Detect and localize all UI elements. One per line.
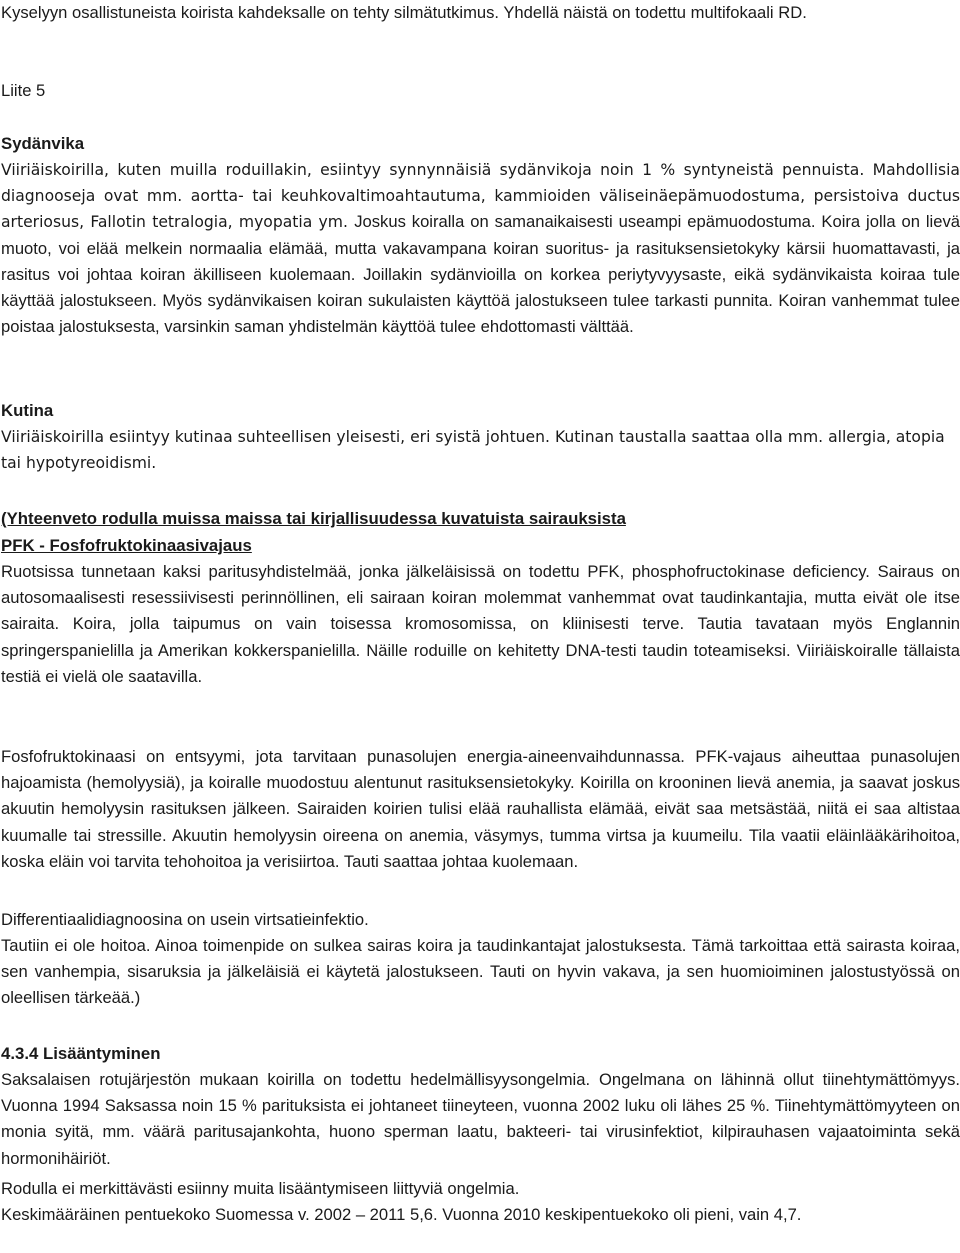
fertility-paragraph-1: Saksalaisen rotujärjestön mukaan koirilla on todettu hedelmällisyysongelmia. Ongelmana on lähinnä ollut tiinehtymättömyys. Vuonna 1994 Saksassa noin 15 % parituksista ei johtaneet tiineyteen, vuonna 2002 luku oli lähes 25 %. Tiinehtymättömyyteen on monia syitä, mm. väärä paritusajankohta, huono sperman laatu, bakteeri- tai virusinfektiot, kilpirauhasen vajaatoiminta sekä hormonihäiriöt. bbox=[1, 1070, 960, 1168]
fertility-heading: 4.3.4 Lisääntyminen bbox=[1, 1044, 161, 1063]
pfk-paragraph-1: Ruotsissa tunnetaan kaksi paritusyhdistelmää, jonka jälkeläisissä on todettu PFK, phosphofructokinase deficiency. Sairaus on autosomaalisesti resessiivisesti perinnöllinen, eli sairaan koiran molemmat vanhemmat ovat taudinkantajia, mutta eivät ole itse sairaita. Koira, jolla taipumus on vain toisessa kromosomissa, on kliinisesti terve. Tautia tavataan myös Englannin springerspanielilla ja Amerikan kokkerspanielilla. Näille roduille on kehitetty DNA-testi taudin toteamiseksi. Viiriäiskoiralle tällaista testiä ei vielä ole saatavilla. bbox=[1, 562, 960, 686]
pfk-paragraph-2: Fosfofruktokinaasi on entsyymi, jota tarvitaan punasolujen energia-aineenvaihdunnassa. PFK-vajaus aiheuttaa punasolujen hajoamista (hemolyysiä), ja koiralle muodostuu alentunut rasituksensietokyky. Koirilla on krooninen lievä anemia, ja saavat joskus akuutin hemolyysin rasituksen jälkeen. Sairaiden koirien tulisi elää rauhallista elämää, eivät saa metsästää, niitä ei saa altistaa kuumalle tai stressille. Akuutin hemolyysin oireena on anemia, väsymys, tumma virtsa ja kuumeilu. Tila vaatii eläinlääkärihoitoa, koska eläin voi tarvita tehohoitoa ja verisiirtoa. Tauti saattaa johtaa kuolemaan. bbox=[1, 747, 960, 871]
heart-paragraph-1 bbox=[1, 157, 960, 340]
itch-heading: Kutina bbox=[1, 401, 54, 420]
summary-heading: (Yhteenveto rodulla muissa maissa tai kirjallisuudessa kuvatuista sairauksista bbox=[1, 509, 626, 528]
appendix-label: Liite 5 bbox=[1, 81, 46, 100]
intro-paragraph: Kyselyyn osallistuneista koirista kahdeksalle on tehty silmätutkimus. Yhdellä näistä on todettu multifokaali RD. bbox=[1, 3, 807, 22]
itch-paragraph: Viiriäiskoirilla esiintyy kutinaa suhteellisen yleisesti, eri syistä johtuen. Kutinan taustalla saattaa olla mm. allergia, atopia tai hypotyreoidismi. bbox=[1, 428, 945, 473]
pfk-paragraph-3: Tautiin ei ole hoitoa. Ainoa toimenpide on sulkea sairas koira ja taudinkantajat jalostuksesta. Tämä tarkoittaa että sairasta koiraa, sen vanhempia, sisaruksia ja jälkeläisiä ei käytetä jalostukseen. Tauti on hyvin vakava, ja sen huomioiminen jalostustyössä on oleellisen tärkeää.) bbox=[1, 936, 960, 1008]
heart-paragraph-2-text: Joskus koiralla on samanaikaisesti useampi epämuodostuma. Koira jolla on lievä muoto, voi elää melkein normaalia elämää, mutta vakavampana koiran suoritus- ja rasituksensietokyky kärsii huomattavasti, ja rasitus voi johtaa koiran äkilliseen kuolemaan. Joillakin sydänvioilla on korkea periytyvyysaste, eikä sydänvikaista koiraa tule käyttää jalostukseen. Myös sydänvikaisen koiran sukulaisten käyttöä jalostukseen tulee tarkasti punnita. Koiran vanhemmat tulee poistaa jalostuksesta, varsinkin saman yhdistelmän käyttöä tulee ehdottomasti välttää. bbox=[1, 212, 960, 337]
fertility-paragraph-3: Keskimääräinen pentuekoko Suomessa v. 2002 – 2011 5,6. Vuonna 2010 keskipentuekoko oli pieni, vain 4,7. bbox=[1, 1205, 802, 1224]
heart-heading: Sydänvika bbox=[1, 134, 85, 153]
pfk-heading: PFK - Fosfofruktokinaasivajaus bbox=[1, 536, 252, 555]
heart-paragraph-1-text: Viiriäiskoirilla, kuten muilla roduillakin, esiintyy synnynnäisiä sydänvikoja noin 1 % syntyneistä pennuista. Mahdollisia diagnooseja ovat mm. aortta- tai keuhkovaltimoahtautuma, kammioiden väliseinäepämuodostuma, persistoiva ductus arteriosus, Fallotin tetralogia, myopatia ym. bbox=[1, 161, 960, 232]
pfk-differential: Differentiaalidiagnoosina on usein virtsatieinfektio. bbox=[1, 910, 369, 929]
fertility-paragraph-2: Rodulla ei merkittävästi esiinny muita lisääntymiseen liittyviä ongelmia. bbox=[1, 1179, 520, 1198]
